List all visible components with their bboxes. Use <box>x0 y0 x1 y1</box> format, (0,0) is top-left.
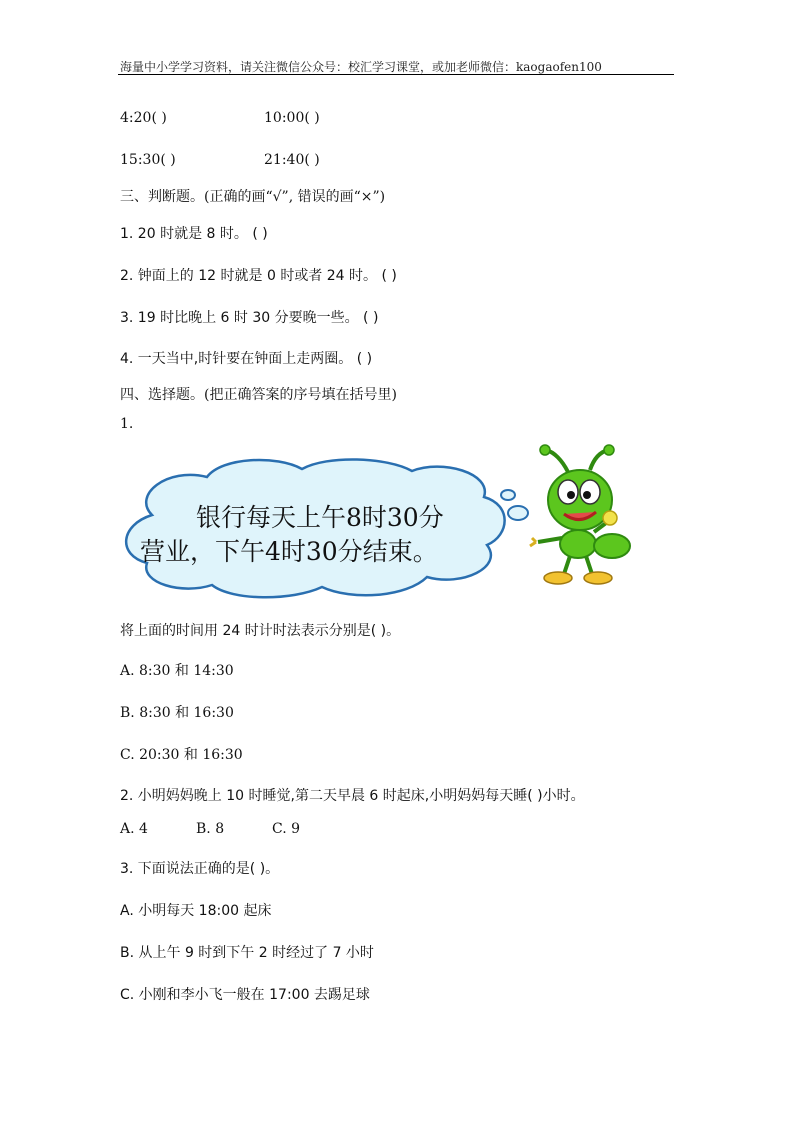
cloud-bubble-large <box>508 506 528 520</box>
q3-option-a: A. 小明每天 18:00 起床 <box>120 903 272 919</box>
section4-title: 四、选择题。(把正确答案的序号填在括号里) <box>120 387 397 403</box>
time-item-1: 4:20( ) <box>120 110 167 126</box>
q3-option-c: C. 小刚和李小飞一般在 17:00 去踢足球 <box>120 987 370 1003</box>
q2-option-c: C. 9 <box>272 821 301 837</box>
q1-option-a: A. 8:30 和 14:30 <box>120 663 234 679</box>
judge-item-1: 1. 20 时就是 8 时。 ( ) <box>120 226 268 242</box>
section3-title: 三、判断题。(正确的画“√”, 错误的画“×”) <box>120 189 386 205</box>
q1-number: 1. <box>120 416 134 432</box>
q3-question: 3. 下面说法正确的是( )。 <box>120 861 280 877</box>
time-item-2: 10:00( ) <box>264 110 320 126</box>
q3-option-b: B. 从上午 9 时到下午 2 时经过了 7 小时 <box>120 945 374 961</box>
q1-option-b: B. 8:30 和 16:30 <box>120 705 234 721</box>
cartoon-green-ant-icon <box>528 442 638 587</box>
q1-question: 将上面的时间用 24 时计时法表示分别是( )。 <box>120 623 401 639</box>
header-rule <box>118 74 674 75</box>
judge-item-4: 4. 一天当中,时针要在钟面上走两圈。 ( ) <box>120 351 373 367</box>
judge-item-2: 2. 钟面上的 12 时就是 0 时或者 24 时。 ( ) <box>120 268 397 284</box>
page-header: 海量中小学学习资料，请关注微信公众号：校汇学习课堂，或加老师微信：kaogaofen100 <box>120 60 602 74</box>
time-item-3: 15:30( ) <box>120 152 176 168</box>
cloud-text-line1: 银行每天上午8时30分 <box>196 503 444 532</box>
time-item-4: 21:40( ) <box>264 152 320 168</box>
q1-option-c: C. 20:30 和 16:30 <box>120 747 243 763</box>
q2-question: 2. 小明妈妈晚上 10 时睡觉,第二天早晨 6 时起床,小明妈妈每天睡( )小时。 <box>120 788 585 804</box>
cloud-text-line2: 营业，下午4时30分结束。 <box>140 537 438 566</box>
judge-item-3: 3. 19 时比晚上 6 时 30 分要晚一些。 ( ) <box>120 310 379 326</box>
q2-option-b: B. 8 <box>196 821 225 837</box>
q2-option-a: A. 4 <box>120 821 148 837</box>
cloud-bubble-small <box>501 490 515 500</box>
